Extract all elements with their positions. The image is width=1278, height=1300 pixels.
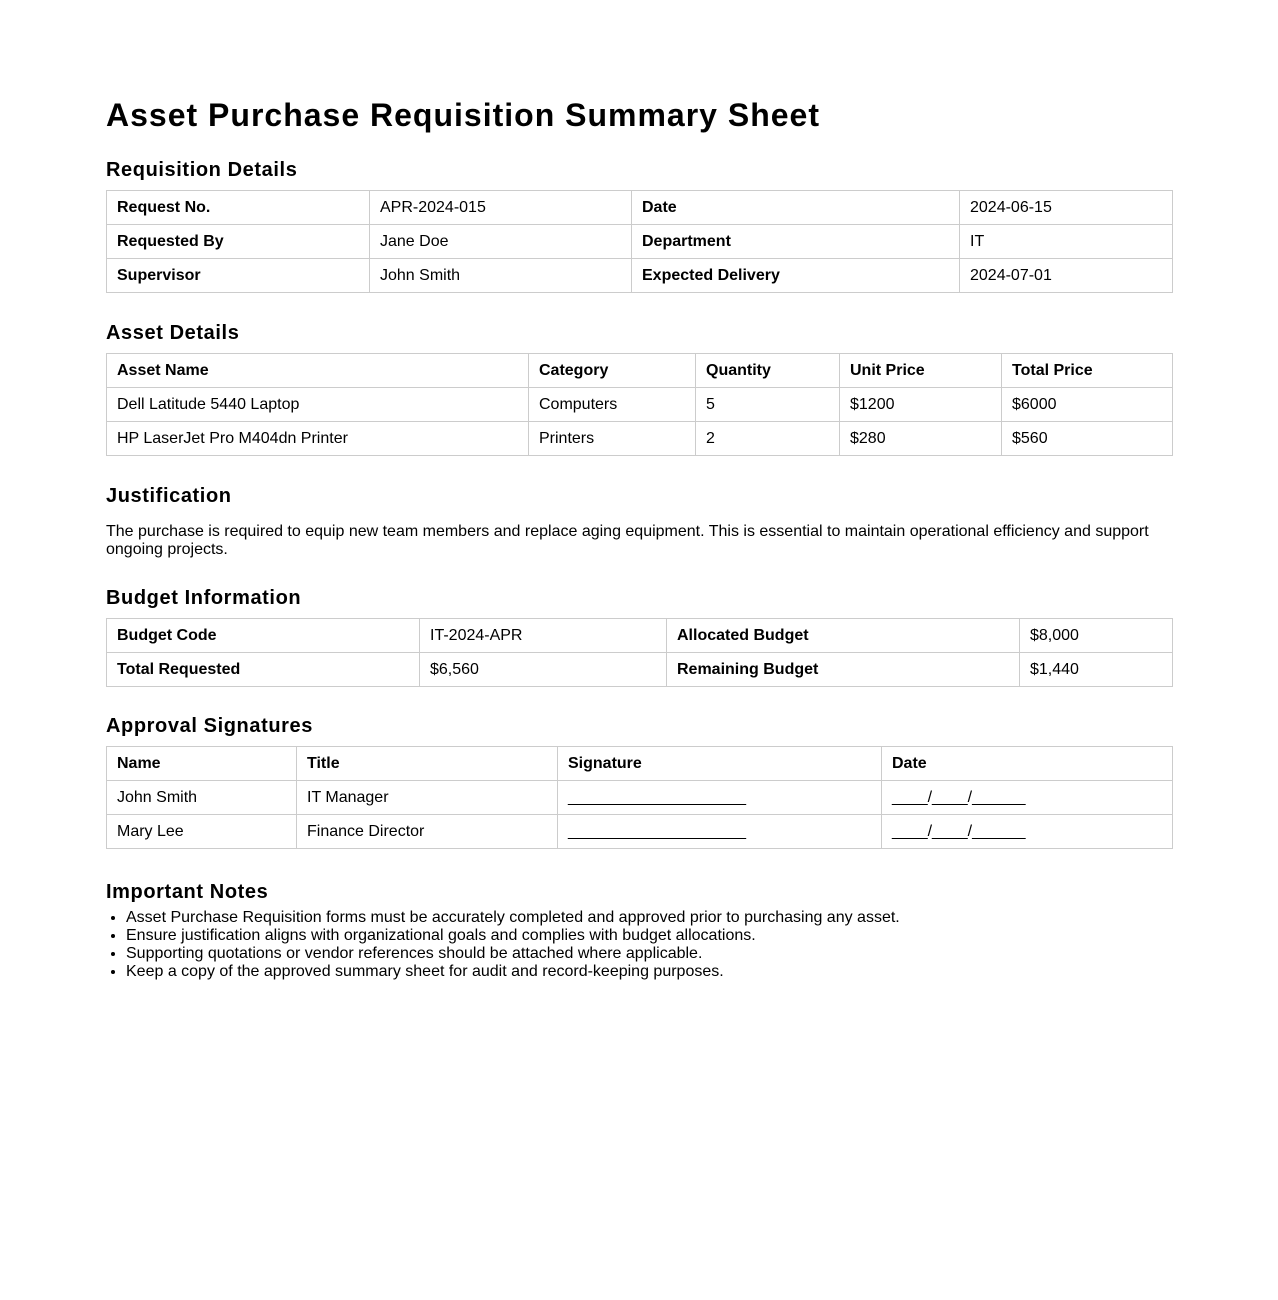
signature-blank: ____________________ bbox=[568, 822, 746, 840]
quantity-cell: 5 bbox=[696, 388, 840, 422]
column-header-title: Title bbox=[297, 747, 558, 781]
total-price-cell: $560 bbox=[1002, 422, 1173, 456]
list-item: • Keep a copy of the approved summary sheet for audit and record-keeping purposes. bbox=[126, 963, 1172, 981]
request-no-label: Request No. bbox=[107, 191, 370, 225]
table-row bbox=[107, 191, 1173, 225]
column-header-signature: Signature bbox=[558, 747, 882, 781]
column-header-unit-price: Unit Price bbox=[840, 354, 1002, 388]
budget-information-table bbox=[106, 618, 1173, 687]
supervisor-value: John Smith bbox=[370, 259, 632, 293]
column-header-date: Date bbox=[882, 747, 1173, 781]
unit-price-cell: $1200 bbox=[840, 388, 1002, 422]
important-notes-heading: Important Notes bbox=[106, 881, 269, 903]
table-header-row bbox=[107, 354, 1173, 388]
date-blank: ____/____/______ bbox=[892, 788, 1026, 806]
budget-information-heading: Budget Information bbox=[106, 587, 302, 609]
budget-code-label: Budget Code bbox=[107, 619, 420, 653]
column-header-asset-name: Asset Name bbox=[107, 354, 529, 388]
justification-heading: Justification bbox=[106, 485, 232, 507]
asset-name-cell: Dell Latitude 5440 Laptop bbox=[107, 388, 529, 422]
department-label: Department bbox=[632, 225, 960, 259]
requisition-details-table bbox=[106, 190, 1173, 293]
justification-text: The purchase is required to equip new team members and replace aging equipment. This is essential to maintain operational efficiency and support ongoing projects. bbox=[106, 523, 1149, 558]
table-row bbox=[107, 619, 1173, 653]
list-item: • Supporting quotations or vendor references should be attached where applicable. bbox=[126, 945, 1172, 963]
asset-details-heading: Asset Details bbox=[106, 322, 240, 344]
approver-title-cell: Finance Director bbox=[297, 815, 558, 849]
budget-code-value: IT-2024-APR bbox=[420, 619, 667, 653]
remaining-budget-label: Remaining Budget bbox=[667, 653, 1020, 687]
allocated-budget-value: $8,000 bbox=[1020, 619, 1173, 653]
column-header-category: Category bbox=[529, 354, 696, 388]
total-requested-label: Total Requested bbox=[107, 653, 420, 687]
approver-title-cell: IT Manager bbox=[297, 781, 558, 815]
page-title: Asset Purchase Requisition Summary Sheet bbox=[106, 97, 820, 133]
date-line[interactable] bbox=[882, 781, 1173, 815]
asset-details-table bbox=[106, 353, 1173, 456]
total-price-cell: $6000 bbox=[1002, 388, 1173, 422]
table-row bbox=[107, 781, 1173, 815]
list-item: • Asset Purchase Requisition forms must be accurately completed and approved prior to purchasing any asset. bbox=[126, 909, 1172, 927]
approver-name-cell: Mary Lee bbox=[107, 815, 297, 849]
remaining-budget-value: $1,440 bbox=[1020, 653, 1173, 687]
table-header-row bbox=[107, 747, 1173, 781]
date-blank: ____/____/______ bbox=[892, 822, 1026, 840]
category-cell: Computers bbox=[529, 388, 696, 422]
unit-price-cell: $280 bbox=[840, 422, 1002, 456]
table-row bbox=[107, 225, 1173, 259]
approval-signatures-heading: Approval Signatures bbox=[106, 715, 313, 737]
signature-blank: ____________________ bbox=[568, 788, 746, 806]
request-no-value: APR-2024-015 bbox=[370, 191, 632, 225]
category-cell: Printers bbox=[529, 422, 696, 456]
approver-name-cell: John Smith bbox=[107, 781, 297, 815]
table-row bbox=[107, 653, 1173, 687]
quantity-cell: 2 bbox=[696, 422, 840, 456]
department-value: IT bbox=[960, 225, 1173, 259]
list-item: • Ensure justification aligns with organizational goals and complies with budget allocations. bbox=[126, 927, 1172, 945]
column-header-quantity: Quantity bbox=[696, 354, 840, 388]
total-requested-value: $6,560 bbox=[420, 653, 667, 687]
expected-delivery-value: 2024-07-01 bbox=[960, 259, 1173, 293]
requested-by-label: Requested By bbox=[107, 225, 370, 259]
signature-line[interactable] bbox=[558, 781, 882, 815]
date-value: 2024-06-15 bbox=[960, 191, 1173, 225]
expected-delivery-label: Expected Delivery bbox=[632, 259, 960, 293]
notes-list bbox=[106, 909, 1172, 981]
table-row bbox=[107, 388, 1173, 422]
column-header-name: Name bbox=[107, 747, 297, 781]
table-row bbox=[107, 422, 1173, 456]
document-page bbox=[106, 0, 1172, 981]
allocated-budget-label: Allocated Budget bbox=[667, 619, 1020, 653]
approval-signatures-table bbox=[106, 746, 1173, 849]
date-label: Date bbox=[632, 191, 960, 225]
signature-line[interactable] bbox=[558, 815, 882, 849]
table-row bbox=[107, 259, 1173, 293]
column-header-total-price: Total Price bbox=[1002, 354, 1173, 388]
table-row bbox=[107, 815, 1173, 849]
requisition-details-heading: Requisition Details bbox=[106, 159, 298, 181]
date-line[interactable] bbox=[882, 815, 1173, 849]
supervisor-label: Supervisor bbox=[107, 259, 370, 293]
asset-name-cell: HP LaserJet Pro M404dn Printer bbox=[107, 422, 529, 456]
requested-by-value: Jane Doe bbox=[370, 225, 632, 259]
